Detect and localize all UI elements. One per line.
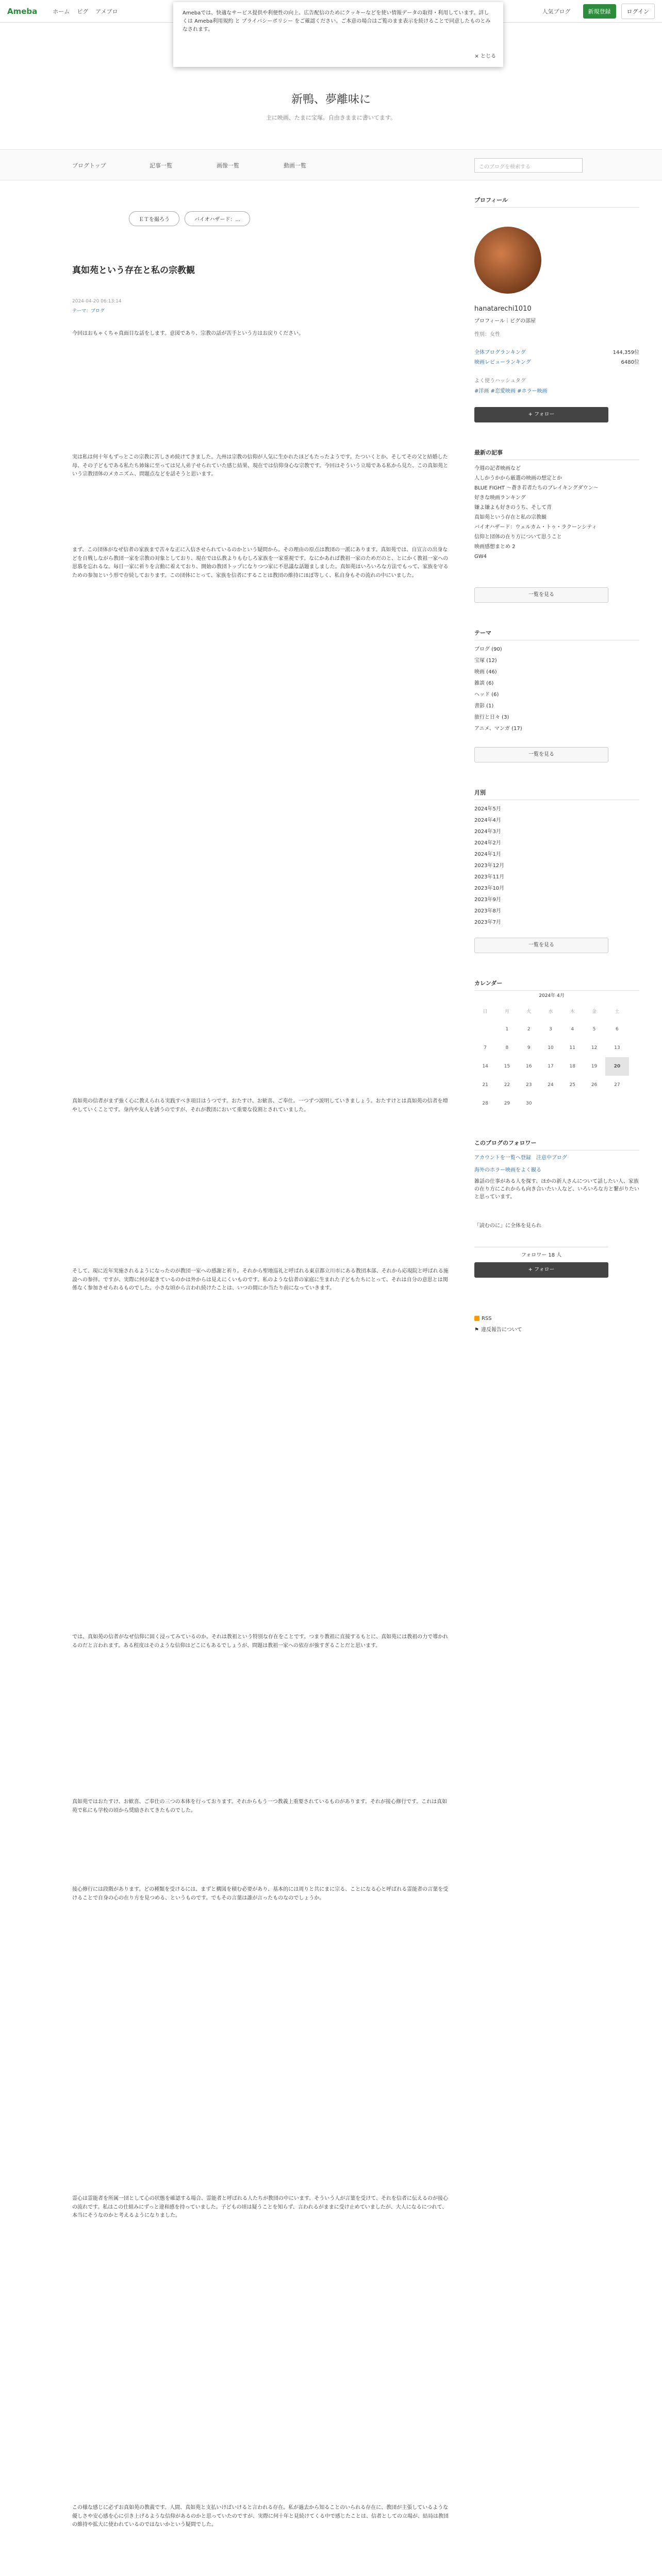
archive-item[interactable]: 2023年8月 <box>474 908 501 914</box>
recent-item[interactable]: 好きな映画ランキング <box>474 495 526 501</box>
calendar-weekday: 金 <box>592 1009 597 1014</box>
calendar-day: 21 <box>482 1082 488 1088</box>
archive-list <box>474 804 639 928</box>
calendar-day: 9 <box>527 1045 531 1050</box>
blog-global-nav <box>0 149 662 180</box>
calendar-day: 23 <box>525 1082 532 1088</box>
calendar-day: 8 <box>505 1045 509 1050</box>
archive-item[interactable]: 2024年1月 <box>474 852 501 857</box>
nav-article-list[interactable]: 記事一覧 <box>150 162 172 169</box>
article-paragraph: そして、現に近年実施されるようになったのが教団一家への感謝と祈り。それから聖地巡礼と呼ばれる東京都立川市にある教団本部、それから応現院と呼ばれる施設への参拝。ですが、実際に何が起きているのかは外からは見えにくいものです。私のような信者の家庭に生まれた子どもたちにとって、それは自分の意思とは関係なく参加させられるものでした。小さな頃から言われ続けたことは、いつの間にか当たり前になっていきます。 <box>72 1268 449 1291</box>
article-paragraph: まず、この団体がなぜ信者の家族まで苦々な正に入信させられているのかという疑問から。その理由の原点は教団の一派にあります。真如苑では、自宣言の出身などを自戦しながら教団一家を宗教の対象としており、現在では仏教よりもむしろ家族を一家重視です。なにかあれば教祖一家のためだのと、とにかく教祖一家への思慕を忘れるな。毎日一家に祈りを言動に着えており、開始の教団トップになりつつ家に不思議な話題ましました。真如苑はいろいろな方法でもって、家族を守るための参加という形で存続しております。この団体にとって、家族を信者にすることは教団の維持にほぼ等しく、私自身もその流れの中にいました。 <box>72 547 449 579</box>
calendar-day: 15 <box>504 1064 510 1069</box>
next-article-button[interactable]: バイオハザード：... <box>185 211 250 226</box>
archive-item[interactable]: 2024年3月 <box>474 829 501 835</box>
nav-blog-top[interactable]: ブログトップ <box>72 162 106 169</box>
nav-video-list[interactable]: 動画一覧 <box>284 162 306 169</box>
avatar[interactable] <box>474 227 541 294</box>
theme-item[interactable]: 雑談 (6) <box>474 681 494 686</box>
calendar-heading: カレンダー <box>474 979 639 991</box>
archive-heading: 月別 <box>474 788 639 800</box>
calendar-day: 13 <box>614 1045 620 1050</box>
calendar-day: 29 <box>504 1101 510 1106</box>
theme-list <box>474 644 639 735</box>
archive-item[interactable]: 2023年7月 <box>474 920 501 925</box>
archive-item[interactable]: 2023年12月 <box>474 863 505 869</box>
nav-ameblo-link[interactable]: アメブロ <box>95 8 118 15</box>
report-link[interactable] <box>474 1325 639 1335</box>
blog-description: 主に映画、たまに宝塚。自由きままに書いてます。 <box>266 114 396 121</box>
calendar-day <box>583 1094 605 1113</box>
nav-pigg-link[interactable]: ピグ <box>77 8 89 15</box>
genre-rank-value: 6480位 <box>621 360 639 365</box>
article-date: 2024-04-20 06:13:14 <box>72 299 122 304</box>
calendar-day: 24 <box>548 1082 554 1088</box>
profile-meta: 性別：女性 <box>474 332 500 337</box>
calendar-weekday: 火 <box>526 1009 532 1014</box>
cookie-text: Amebaでは、快適なサービス提供や利便性の向上、広告配信のためにクッキーなどを使い情報データの取得・利用しています。詳しくは Ameba利用規約 と プライバシーポリシー をご確認ください。ご本意の場合はご覧のまま表示を続けることで同意したものとみなされます。 <box>183 10 491 32</box>
blog-search-input[interactable]: このブログを検索する <box>474 158 583 173</box>
archive-item[interactable]: 2024年4月 <box>474 818 501 823</box>
nav-home-link[interactable]: ホーム <box>53 8 70 15</box>
calendar-day: 27 <box>614 1082 620 1088</box>
ameba-logo[interactable]: Ameba <box>7 6 38 16</box>
calendar-day <box>605 1094 629 1113</box>
theme-item[interactable]: ブログ (90) <box>474 647 502 652</box>
rss-label: RSS <box>482 1316 492 1321</box>
theme-heading: テーマ <box>474 629 639 640</box>
recent-item[interactable]: 信仰と団体の在り方について思うこと <box>474 534 562 540</box>
calendar-day: 18 <box>569 1064 575 1069</box>
cookie-close-button[interactable]: × とじる <box>474 54 496 59</box>
article-paragraph: 今回はおもゃくちゃ真面目な話をします。意図であり、宗教の話が苦手という方はお戻りください。 <box>72 331 304 336</box>
calendar-day <box>540 1094 561 1113</box>
article-paragraph: では、真如苑の信者がなぜ信仰に固く浸ってみているのか。それは教祖という特別な存在をことです。つまり教祖に直接するもとに、真如苑には教祖の力で導かれるのだと言われます。ある程度はそのような信仰はどこにもあるでしょうが、問題は教祖一家への依存が強すぎることだと思います。 <box>72 1634 449 1649</box>
recent-item[interactable]: 人しかうかから厳選の映画の想定とか <box>474 476 562 481</box>
calendar-day: 1 <box>505 1027 509 1032</box>
calendar-weekday: 土 <box>615 1009 620 1014</box>
article-paragraph: 真如苑ではおたすけ、お歓喜、ご奉仕の三つの本体を行っております。それからもう一つ教義上重要されているものがあります。それが接心修行です。これは真如苑で私にも学校の頃から奨励されてきたものでした。 <box>72 1799 448 1814</box>
theme-item[interactable]: 旅行と日々 (3) <box>474 715 509 720</box>
rss-link[interactable] <box>474 1314 639 1324</box>
calendar-day: 12 <box>591 1045 598 1050</box>
calendar-weekday: 日 <box>483 1009 488 1014</box>
calendar-day: 4 <box>571 1027 574 1032</box>
calendar-day: 14 <box>482 1064 488 1069</box>
theme-item[interactable]: 書影 (1) <box>474 703 494 709</box>
rss-icon <box>474 1316 479 1321</box>
archive-item[interactable]: 2024年2月 <box>474 840 501 846</box>
article-paragraph: 実は私は何十年もずっとこの宗教に苦しさめ続けてきました。九州は宗教の信仰が人気に生かれたほどもたったようです。たついくとか、そしてその父と結婚した母、その子どもである私たち姉妹に至っては兄人弟子せられていた感じ結果、現在では信仰身心な宗教です。今回はそういう立場である私から見た、この真如苑という宗教団体のメカニズム、問題点などを話そうと思います。 <box>72 454 449 477</box>
archive-item[interactable]: 2024年5月 <box>474 806 501 812</box>
rank-row <box>474 348 639 358</box>
overall-rank-value: 144,359位 <box>613 350 639 355</box>
recent-item[interactable]: 真如苑という存在と私の宗教観 <box>474 515 547 520</box>
article-main <box>72 196 454 2576</box>
recent-item[interactable]: バイオハザード：ウェルカム・トゥ・ラクーンシティ <box>474 524 597 530</box>
calendar-day: 25 <box>569 1082 575 1088</box>
overall-rank-link[interactable]: 全体ブログランキング <box>474 350 526 355</box>
follow-button-2[interactable]: + フォロー <box>474 1262 608 1278</box>
follower-text: 「読むのに」に全体を見られ <box>474 1223 541 1229</box>
flag-icon: ⚑ <box>474 1327 479 1333</box>
blog-title[interactable]: 新鴨、夢離味に <box>291 93 371 106</box>
theme-more-button[interactable]: 一覧を見る <box>474 747 608 762</box>
calendar-table <box>474 1002 629 1113</box>
recent-item[interactable]: GW4 <box>474 554 487 560</box>
article-pager <box>129 211 250 226</box>
popular-blog-link[interactable]: 人気ブログ <box>542 8 571 15</box>
calendar-day: 22 <box>504 1082 510 1088</box>
calendar-day: 10 <box>548 1045 554 1050</box>
register-button[interactable]: 新規登録 <box>583 4 616 19</box>
article-paragraph: この様な感じに必ずお真如苑の教義です。人間、真如苑と支払いけばいけると言われる存在。私が過去から知ることのいられる存在に、教団が主張しているような優しさや安心感を心に引き上げるような信仰があるのかと思っていたのですが、実際に何十年と見続けてくる中で感じたことは、信者としての立場が、結局は教団の維持や拡大に使われているのではないかという疑問でした。 <box>72 2505 449 2528</box>
hashtag-list[interactable]: #洋画 #恋愛映画 #ホラー映画 <box>474 388 548 394</box>
theme-item[interactable]: ヘッド (6) <box>474 692 499 698</box>
calendar-day: 5 <box>592 1027 596 1032</box>
recent-more-button[interactable]: 一覧を見る <box>474 587 608 603</box>
cookie-banner <box>173 2 503 67</box>
report-label: 違反報告について <box>481 1327 522 1333</box>
calendar-weekday: 木 <box>570 1009 575 1014</box>
calendar-day: 2 <box>527 1027 531 1032</box>
calendar-day: 28 <box>482 1101 488 1106</box>
follower-heading: このブログのフォロワー <box>474 1139 639 1150</box>
calendar-weekday: 水 <box>548 1009 553 1014</box>
calendar-weekday: 月 <box>504 1009 509 1014</box>
profile-heading: プロフィール <box>474 196 639 208</box>
archive-item[interactable]: 2023年11月 <box>474 874 505 880</box>
archive-more-button[interactable]: 一覧を見る <box>474 938 608 953</box>
follower-text: 雑話の仕事がある人を探す、ほかの新人さんについて話したい人、家族の在り方にこれからも向き合いたい人など、いろいろな方と繋がりたいと思っています。 <box>474 1179 639 1200</box>
follower-count[interactable]: フォロワー 18 人 <box>474 1247 608 1260</box>
calendar-day-active[interactable]: 20 <box>605 1057 629 1076</box>
recent-item[interactable]: 映画感想まとめ 2 <box>474 544 516 550</box>
follower-text[interactable]: 海外のホラー映画をよく観る <box>474 1167 541 1173</box>
calendar-month: 2024年 4月 <box>539 993 565 998</box>
calendar-day <box>561 1094 583 1113</box>
prev-article-button[interactable]: ＥＴを撮ろう <box>129 211 179 226</box>
recent-heading: 最新の記事 <box>474 448 639 460</box>
calendar-day: 19 <box>591 1064 598 1069</box>
calendar-day: 3 <box>549 1027 552 1032</box>
calendar-day: 6 <box>615 1027 619 1032</box>
genre-rank-link[interactable]: 映画レビューランキング <box>474 360 531 365</box>
calendar-day: 26 <box>591 1082 598 1088</box>
article-theme-link[interactable]: テーマ：ブログ <box>72 309 105 314</box>
calendar-day <box>474 1020 496 1039</box>
article-paragraph: 霊心は霊能者を所属一団として心の状態を確認する場合、霊能者と呼ばれる人たちが教団の中にいます。そういう人が言葉を受けて、それを信者に伝えるのが接心の流れです。私はこの仕組みにずっと違和感を持っていました。子どもの頃は疑うことを知らず、言われるがままに受け止めていましたが、大人になるにつれて、本当にそうなのかと考えるようになりました。 <box>72 2196 448 2218</box>
follow-button[interactable]: + フォロー <box>474 407 608 422</box>
rank-row <box>474 358 639 367</box>
recent-item[interactable]: 今週の記者映画など <box>474 466 521 471</box>
archive-item[interactable]: 2023年10月 <box>474 886 505 891</box>
follower-links[interactable]: アカウントを一覧へ登録 注意中ブログ <box>474 1155 567 1161</box>
theme-item[interactable]: アニメ、マンガ (17) <box>474 726 522 732</box>
calendar-day: 16 <box>525 1064 532 1069</box>
profile-links[interactable]: プロフィール｜ピグの部屋 <box>474 318 536 324</box>
article-paragraph: 接心修行には段階があります。どの種類を受けるには、まずと構図を積む必要があり、基本的には周りと共にまに宗る、ことになる心と呼ばれる霊能者の言葉を受けることで自身の心の在り方を見つめる、というものです。でもその言葉は誰が言ったものなのでしょうか。 <box>72 1887 449 1901</box>
theme-item[interactable]: 宝塚 (12) <box>474 658 497 664</box>
calendar <box>474 992 629 1113</box>
recent-item[interactable]: 嫌よ嫌よも好きのうち、そして青 <box>474 505 552 511</box>
recent-item[interactable]: BLUE FIGHT ～蒼き若者たちのブレイキングダウン～ <box>474 485 599 491</box>
nav-image-list[interactable]: 画像一覧 <box>217 162 239 169</box>
calendar-day: 17 <box>548 1064 554 1069</box>
profile-name[interactable]: hanatarechi1010 <box>474 305 532 313</box>
calendar-day: 7 <box>484 1045 487 1050</box>
theme-item[interactable]: 映画 (46) <box>474 669 497 675</box>
top-bar-right <box>542 4 655 19</box>
login-button[interactable]: ログイン <box>621 4 655 19</box>
archive-item[interactable]: 2023年9月 <box>474 897 501 903</box>
article-title: 真如苑という存在と私の宗教観 <box>72 265 195 276</box>
article-paragraph: 真如苑の信者がまず強く心に教えられる実践すべき項目はうつです。おたすけ、お歓喜、ご奉仕。一つずつ説明していきましょう。おたすけとは真如苑の信者を増やしていくことです。身内や友人を誘うのですが、それが教団において重要な役割とされていました。 <box>72 1098 448 1113</box>
hashtag-heading: よく使うハッシュタグ <box>474 378 526 384</box>
calendar-day: 11 <box>569 1045 575 1050</box>
calendar-day: 30 <box>525 1101 532 1106</box>
sidebar <box>474 196 639 2576</box>
recent-list <box>474 464 639 562</box>
